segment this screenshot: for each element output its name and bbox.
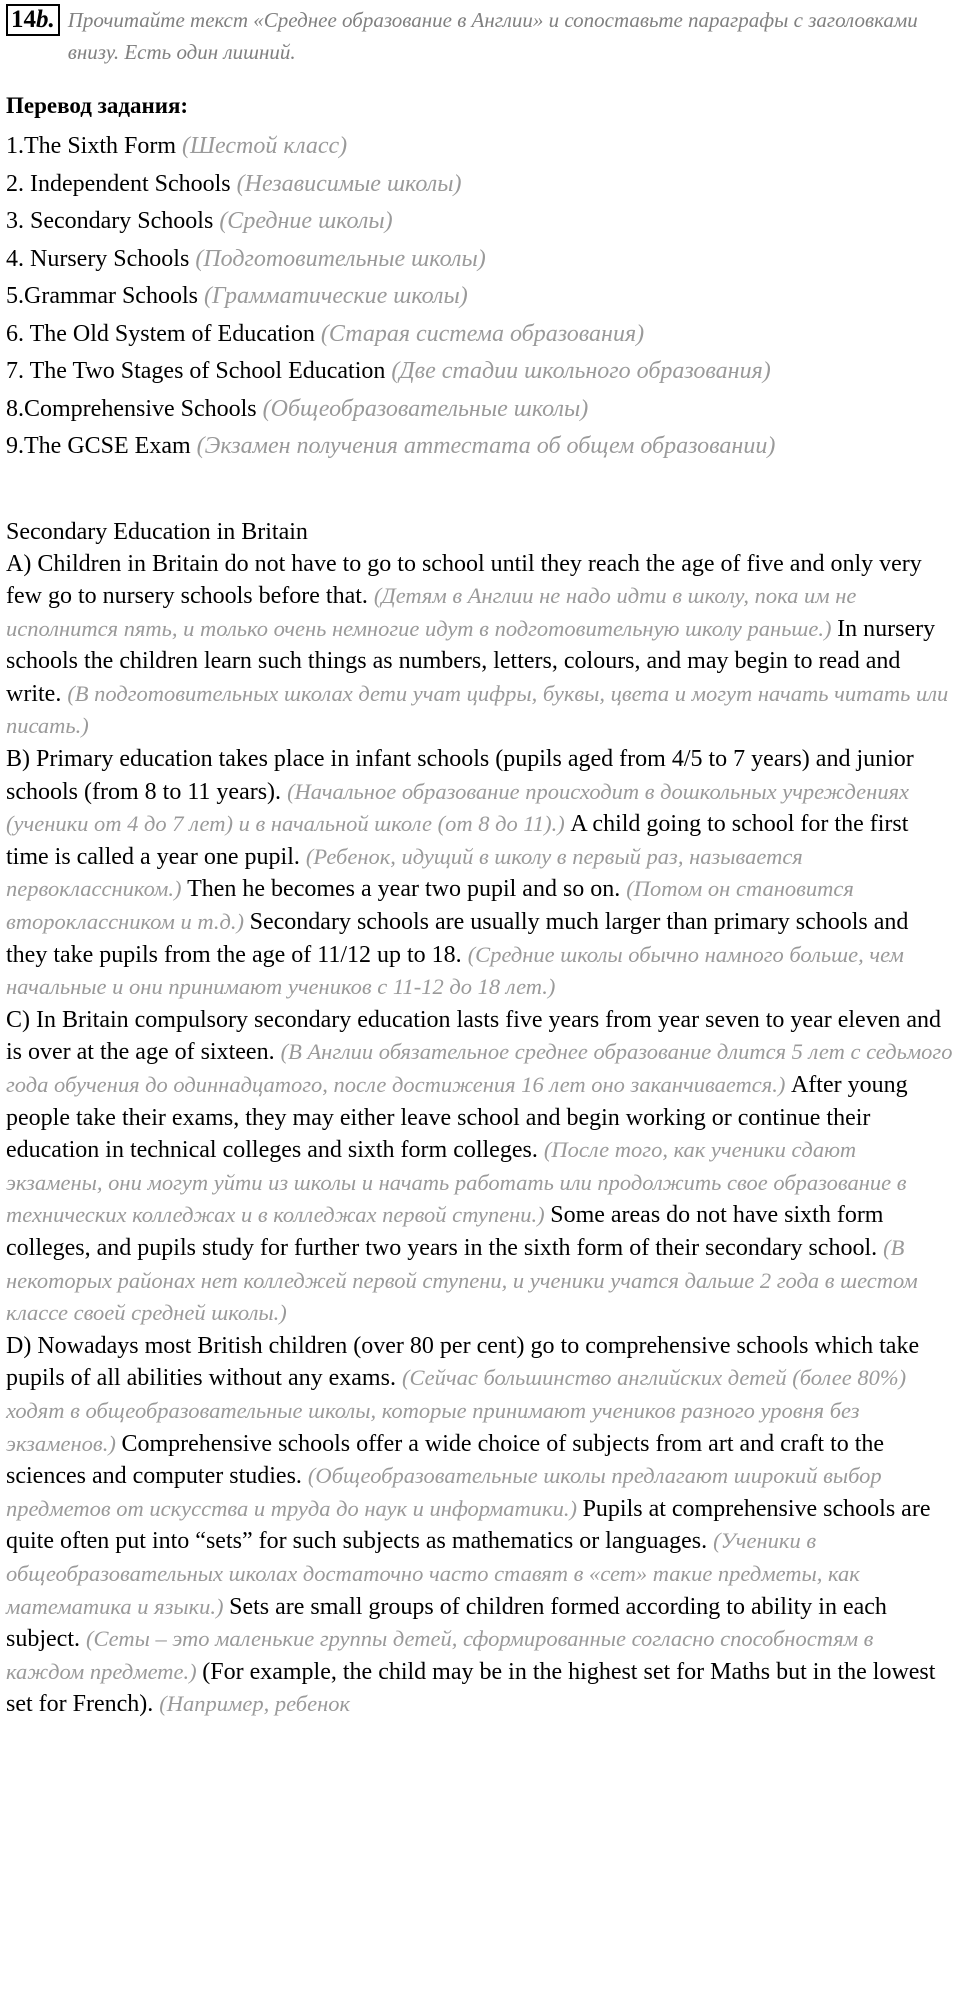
heading-en: 7. The Two Stages of School Education [6,358,392,384]
task-instruction: Прочитайте текст «Среднее образование в Англии» и сопоставьте параграфы с заголовками внизу. Есть один лишний. [67,8,918,64]
translation-text: (Детям в Англии не надо идти в школу, пока им не исполнится пять, и только очень немногие идут в подготовительную школу раньше.) [6,583,857,641]
translation-header: Перевод задания: [6,93,189,118]
heading-ru: (Экзамен получения аттестата об общем образовании) [196,433,776,459]
task-header [6,4,954,68]
heading-item [6,241,954,279]
heading-en: 3. Secondary Schools [6,208,220,234]
heading-en: 5.Grammar Schools [6,283,204,309]
headings-list [6,128,954,466]
heading-item [6,391,954,429]
english-text: (For example, the child may be in the highest set for Maths but in the lowest set for French). [6,1658,936,1718]
english-text: Some areas do not have sixth form colleges, and pupils study for further two years in the sixth form of their secondary school. [6,1202,884,1261]
heading-ru: (Грамматические школы) [203,283,468,309]
translation-text: (В некоторых районах нет колледжей первой ступени, и ученики учатся дальше 2 года в шестом классе своей средней школы.) [6,1234,918,1326]
heading-en: 8.Comprehensive Schools [6,395,263,422]
translation-text: (Сейчас большинство английских детей (более 80%) ходят в общеобразовательные школы, которые принимают учеников разного уровня без экзаменов.) [6,1365,907,1456]
english-text: A child going to school for the first time is called a year one pupil. [6,811,909,870]
paragraph-c [6,1004,954,1330]
translation-text: (Средние школы обычно намного больше, чем начальные и они принимают учеников с 11-12 до 18 лет.) [6,941,904,1000]
heading-ru: (Старая система образования) [320,320,645,347]
english-text: D) Nowadays most British children (over 80 per cent) go to comprehensive schools which take pupils of all abilities without any exams. [6,1332,920,1392]
heading-en: 6. The Old System of Education [6,320,321,347]
translation-text: (Общеобразовательные школы предлагают широкий выбор предметов от искусства и труда до наук и информатики.) [6,1463,882,1521]
english-text: Sets are small groups of children formed according to ability in each subject. [6,1593,887,1653]
english-text: In nursery schools the children learn such things as numbers, letters, colours, and may begin to read and write. [6,615,936,707]
english-text: Pupils at comprehensive schools are quite often put into “sets” for such subjects as mathematics or languages. [6,1495,931,1555]
heading-item [6,166,954,204]
english-text: C) In Britain compulsory secondary education lasts five years from year seven to year eleven and is over at the age of sixteen. [6,1006,942,1066]
heading-en: 1.The Sixth Form [6,133,183,159]
translation-text: (Начальное образование происходит в дошкольных учреждениях (ученики от 4 до 7 лет) и в начальной школе (от 8 до 11).) [6,778,910,837]
translation-text: (В подготовительных школах дети учат цифры, буквы, цвета и могут начать читать или писать.) [6,680,949,739]
english-text: A) Children in Britain do not have to go to school until they reach the age of five and only very few go to nursery schools before that. [6,550,922,610]
english-text: Then he becomes a year two pupil and so on. [187,876,627,903]
text-title: Secondary Education in Britain [6,518,308,545]
translation-text: (Сеты – это маленькие группы детей, сформированные согласно способностям в каждом предмете.) [6,1626,874,1684]
english-text: Secondary schools are usually much larger than primary schools and they take pupils from the age of 11/12 up to 18. [6,909,909,968]
english-text: B) Primary education takes place in infant schools (pupils aged from 4/5 to 7 years) and junior schools (from 8 to 11 years). [6,746,914,805]
task-number-main: 14 [11,6,36,33]
heading-en: 2. Independent Schools [6,170,237,197]
paragraph-a [6,548,954,744]
heading-item [6,203,954,241]
heading-ru: (Общеобразовательные школы) [262,395,589,422]
heading-ru: (Шестой класс) [182,133,348,159]
english-text: After young people take their exams, they may either leave school and begin working or continue their education in technical colleges and sixth form colleges. [6,1072,908,1164]
paragraph-d [6,1330,954,1721]
translation-text: (Ребенок, идущий в школу в первый раз, называется первоклассником.) [6,843,803,902]
translation-text: (Ученики в общеобразовательных школах достаточно часто ставят в «сет» такие предметы, как математика и языки.) [6,1528,860,1619]
translation-text: (Например, ребенок [159,1691,351,1717]
heading-item [6,278,954,316]
english-text: Comprehensive schools offer a wide choice of subjects from art and craft to the sciences and computer studies. [6,1430,885,1490]
page [6,4,954,1721]
translation-text: (В Англии обязательное среднее образование длится 5 лет с седьмого года обучения до одиннадцатого, после достижения 16 лет оно заканчивается.) [6,1039,953,1097]
heading-en: 4. Nursery Schools [6,245,196,272]
heading-ru: (Две стадии школьного образования) [391,358,771,384]
heading-item [6,316,954,354]
task-number [6,4,60,36]
heading-item [6,128,954,166]
heading-en: 9.The GCSE Exam [6,433,197,459]
heading-ru: (Подготовительные школы) [195,245,486,272]
heading-ru: (Средние школы) [219,208,393,234]
translation-text: (Потом он становится второклассником и т.д.) [6,876,854,935]
heading-ru: (Независимые школы) [236,170,462,197]
task-number-suffix: b. [36,6,55,33]
paragraph-b [6,743,954,1004]
translation-text: (После того, как ученики сдают экзамены, они могут уйти из школы и начать работать или продолжить свое образование в технических колледжах и в колледжах первой ступени.) [6,1137,907,1228]
heading-item [6,428,954,466]
heading-item [6,353,954,391]
